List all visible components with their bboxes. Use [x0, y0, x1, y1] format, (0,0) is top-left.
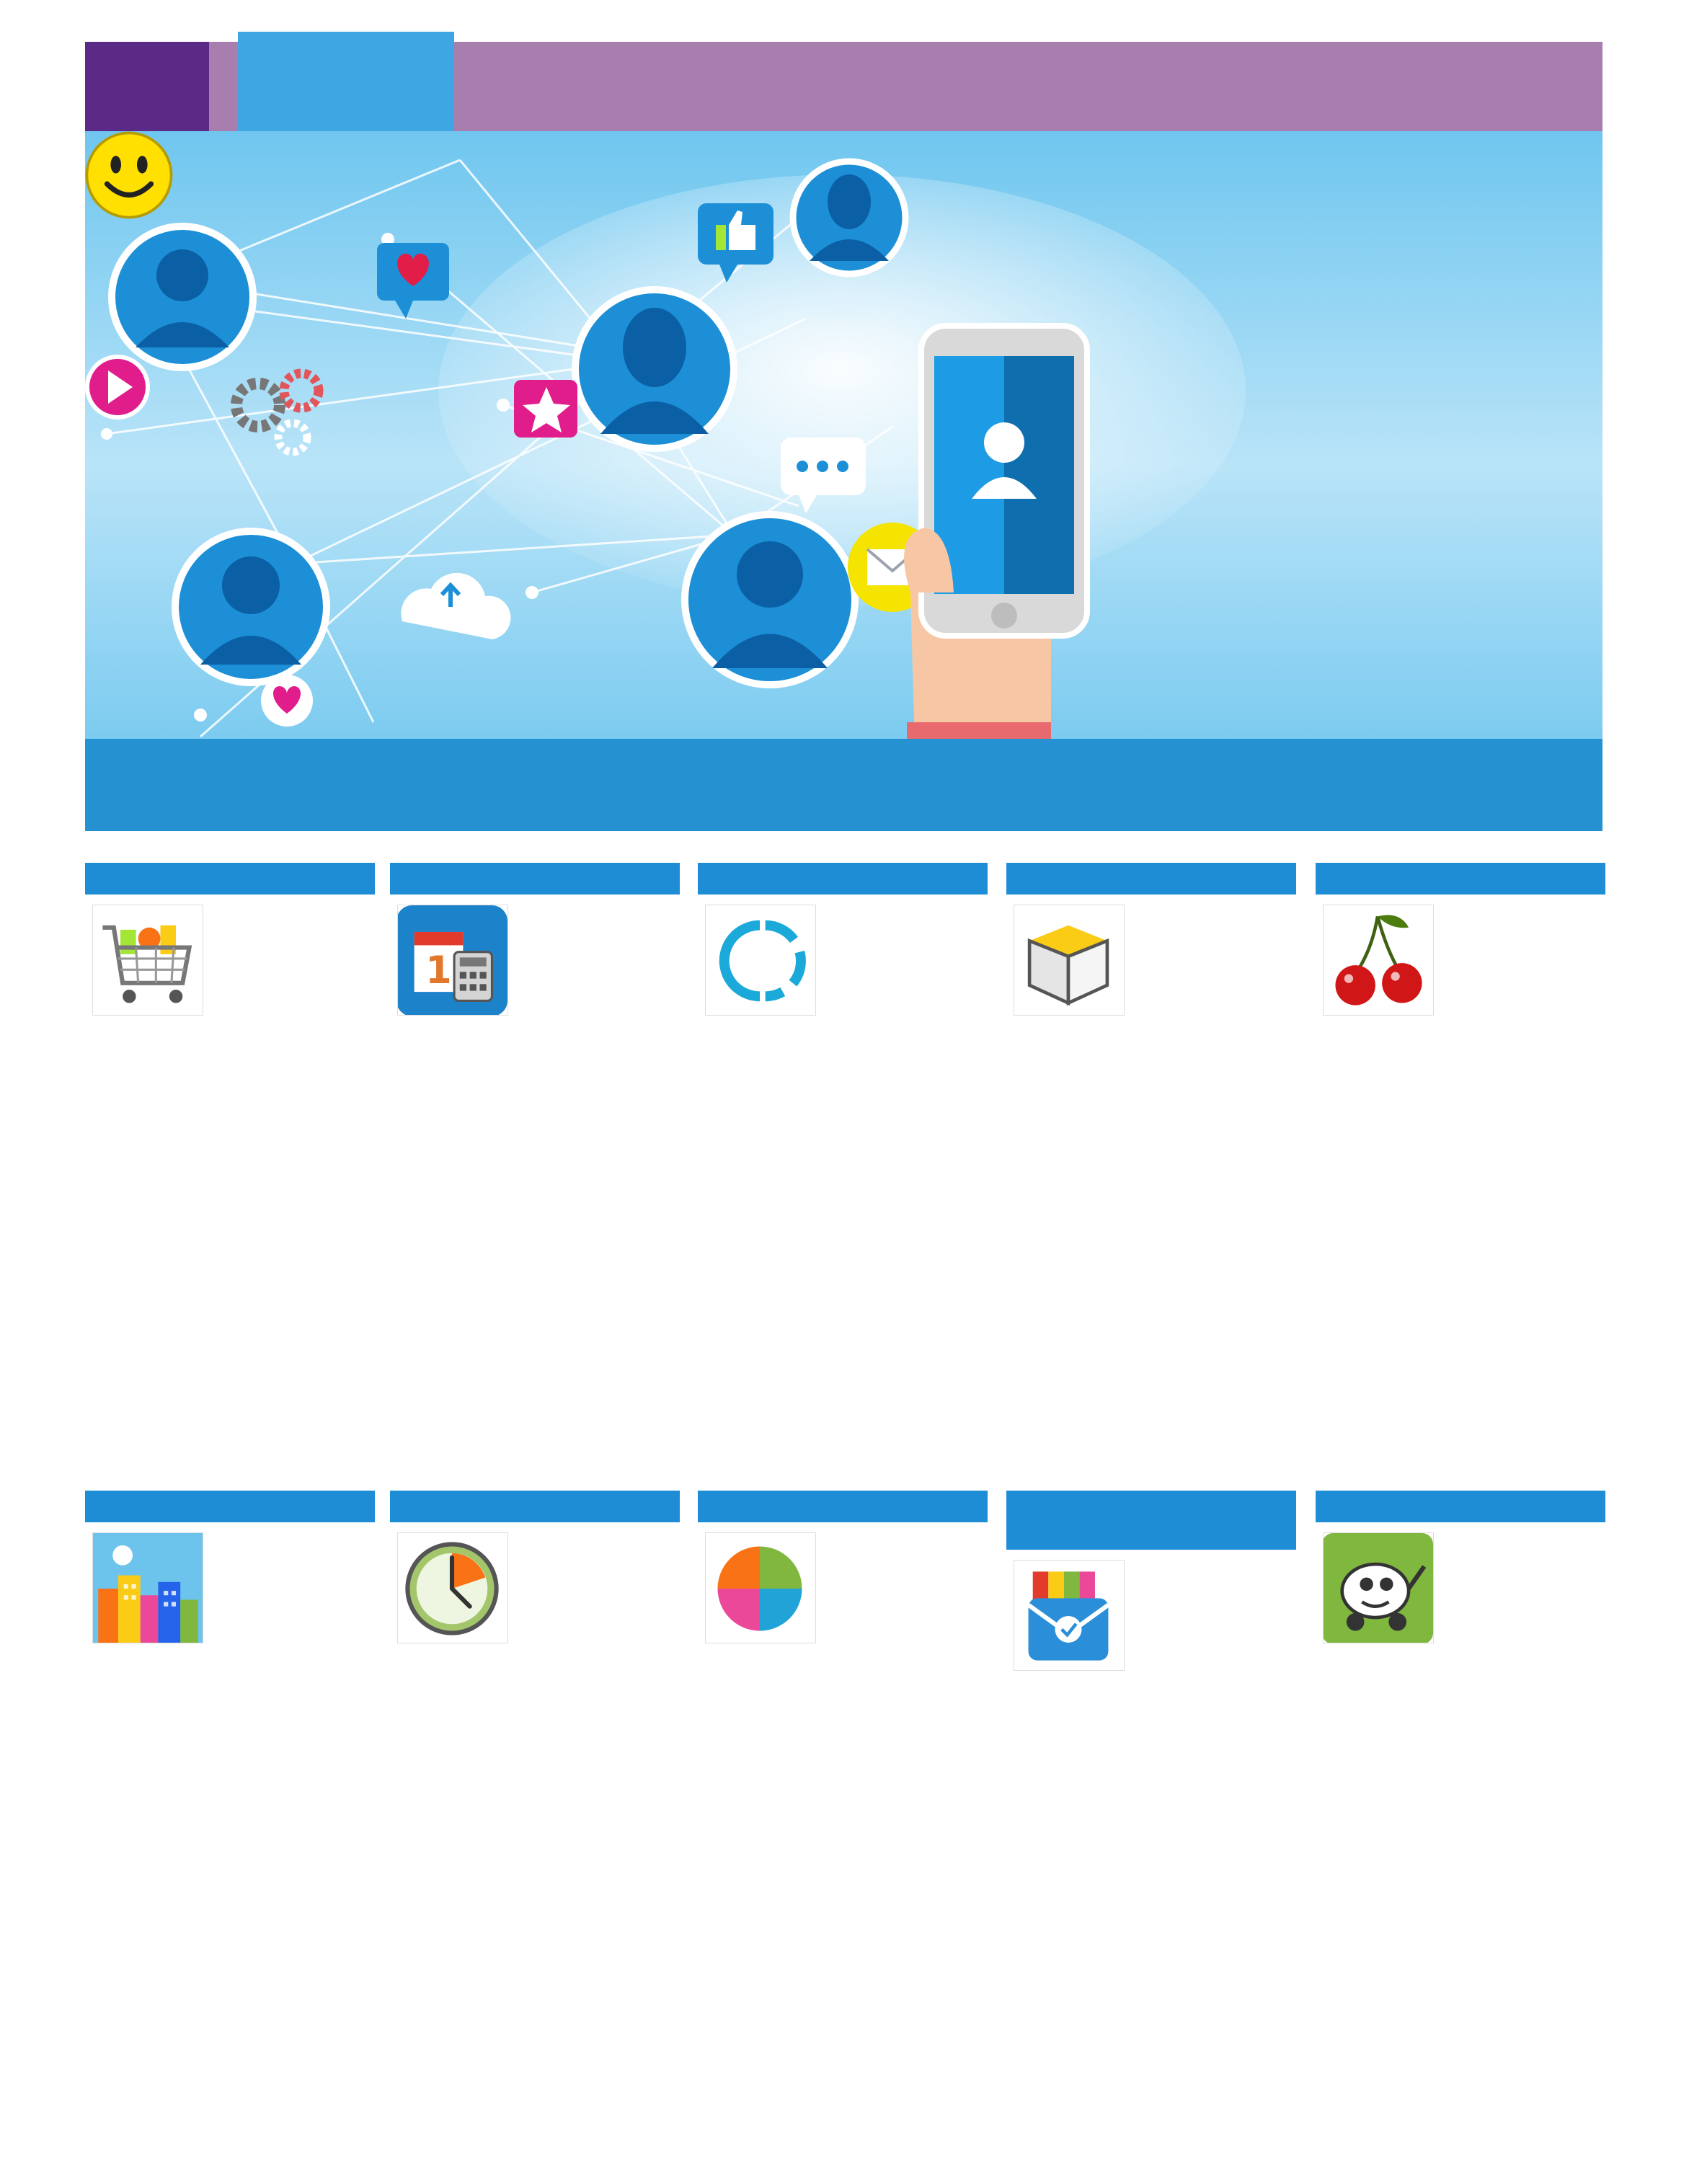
article-roommates [85, 1491, 375, 1649]
hero-illustration [85, 131, 1602, 739]
article-wedding [1006, 1491, 1296, 1677]
play-icon [87, 357, 148, 417]
article-title [698, 1491, 988, 1522]
box-icon [1014, 905, 1125, 1016]
avatar-5 [685, 515, 855, 685]
social-network-illustration [85, 131, 1602, 739]
smiley-icon [85, 131, 173, 219]
cloud-upload-icon [401, 573, 510, 639]
article-budget [698, 1491, 988, 1649]
article-title [85, 863, 375, 895]
avatar-2 [575, 290, 734, 448]
shopping-cart-icon [92, 905, 203, 1016]
article-shopping-list [85, 863, 375, 1021]
heart-bubble-icon [377, 243, 449, 319]
article-towing [1316, 1491, 1605, 1649]
article-title [1006, 1491, 1296, 1550]
buildings-icon [92, 1532, 203, 1643]
article-title [698, 863, 988, 895]
invitation-icon [1014, 1560, 1125, 1671]
article-salary [390, 863, 680, 1021]
article-title [85, 1491, 375, 1522]
tow-truck-icon [1323, 1532, 1434, 1643]
mobilab-icon [705, 905, 816, 1016]
article-mobilab [698, 863, 988, 1021]
gear-icon [236, 373, 319, 452]
cherries-icon [1323, 905, 1434, 1016]
smartphone-in-hand [904, 326, 1087, 739]
article-title [390, 1491, 680, 1522]
subtitle-banner [85, 739, 1602, 831]
heart-icon [261, 675, 313, 727]
page-number [85, 42, 209, 131]
avatar-3 [793, 161, 905, 274]
article-title [1006, 863, 1296, 895]
calendar-calculator-icon [397, 905, 508, 1016]
pie-chart-icon [705, 1532, 816, 1643]
article-title [1316, 863, 1605, 895]
article-title [1316, 1491, 1605, 1522]
article-delivery [1006, 863, 1296, 1021]
star-icon [514, 380, 577, 438]
article-time-money [390, 1491, 680, 1649]
svg-text:1: 1 [425, 948, 452, 993]
avatar-1 [112, 226, 253, 368]
article-title [390, 863, 680, 895]
clock-icon [397, 1532, 508, 1643]
article-cherries [1316, 863, 1605, 1021]
avatar-4 [175, 531, 327, 683]
